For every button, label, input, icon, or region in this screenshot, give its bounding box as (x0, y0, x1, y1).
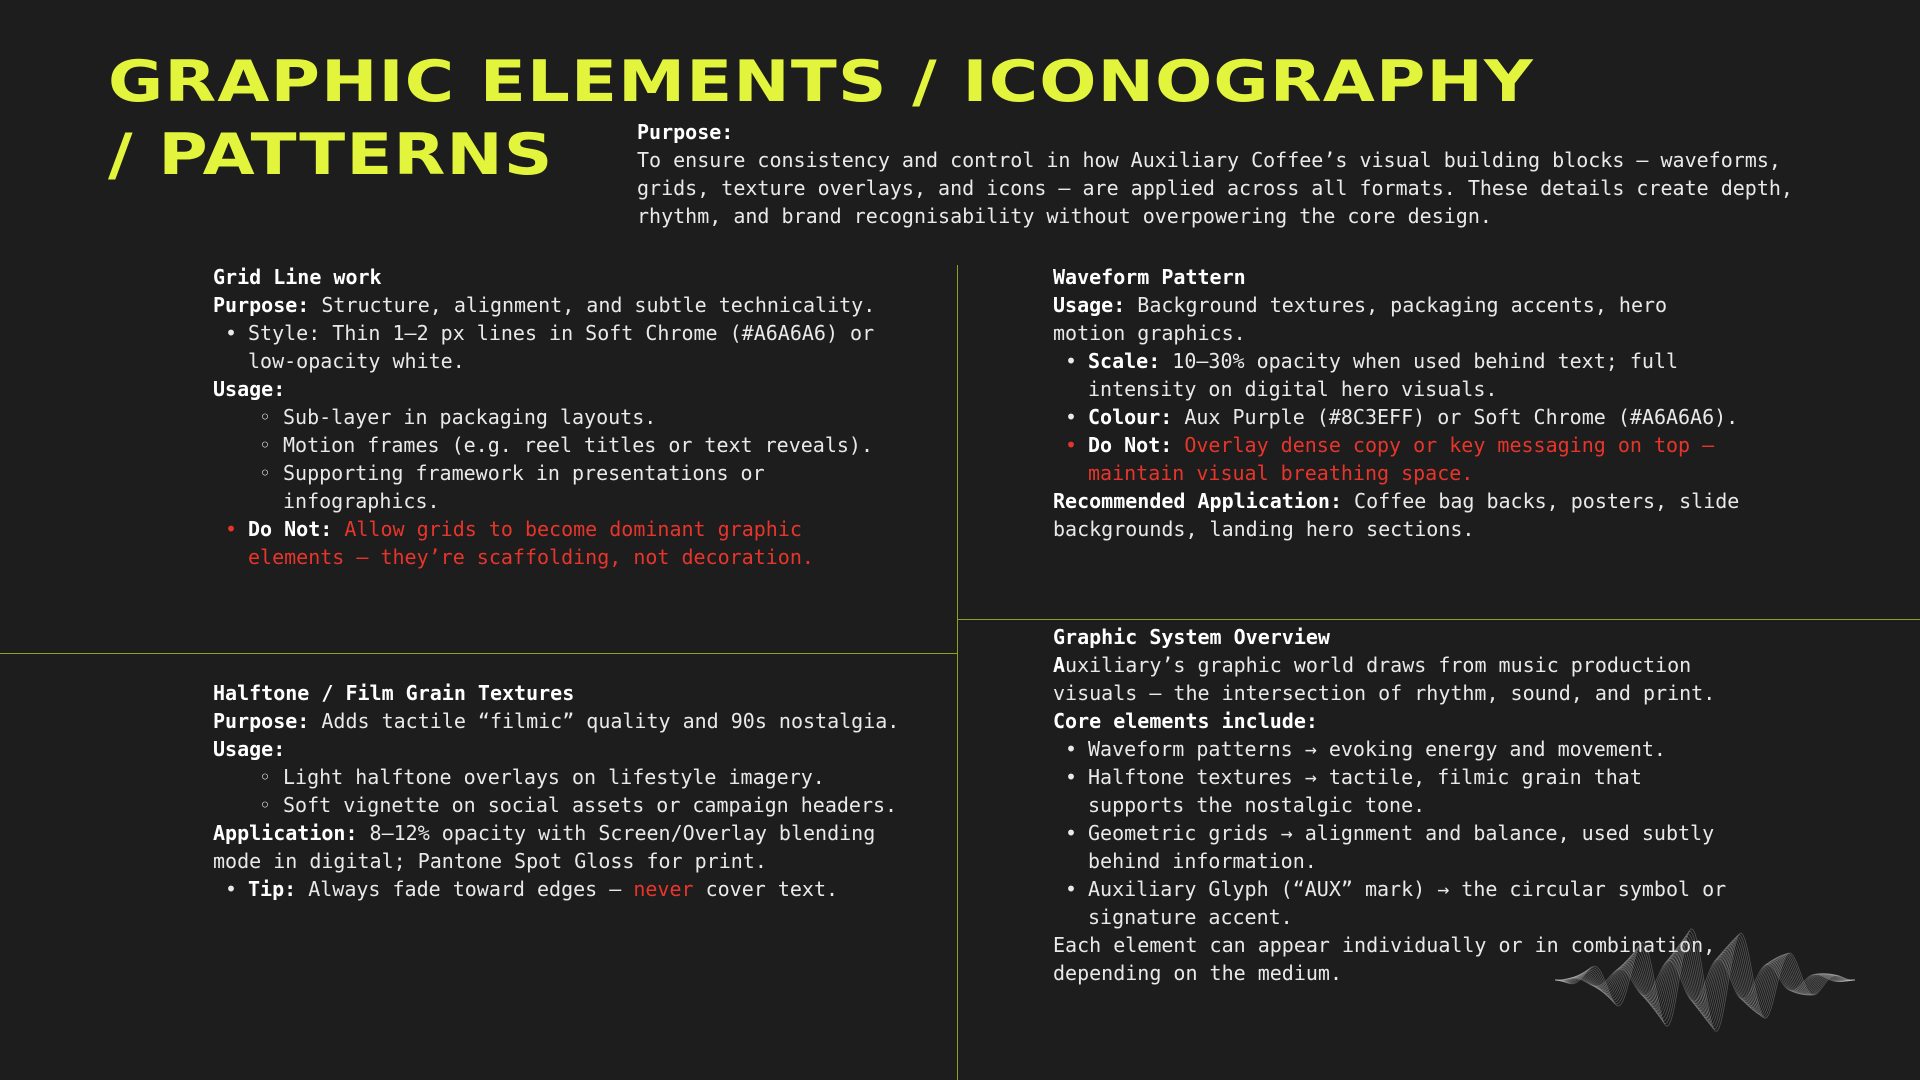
overview-heading: Graphic System Overview (1053, 625, 1330, 649)
halftone-tip-never: never (633, 877, 694, 901)
vertical-divider (957, 265, 958, 1080)
waveform-scale-item (1053, 347, 1743, 403)
purpose-intro-label: Purpose: (637, 120, 734, 144)
waveform-donot-item (1053, 431, 1743, 487)
halftone-application (213, 819, 903, 875)
halftone-heading: Halftone / Film Grain Textures (213, 681, 575, 705)
halftone-usage-list (213, 763, 903, 819)
waveform-rec-text: Coffee bag backs, posters, slide backgrounds, landing hero sections. (1053, 489, 1740, 541)
halftone-usage-label: Usage: (213, 737, 286, 761)
list-item: ◦ Motion frames (e.g. reel titles or text reveals). (213, 431, 893, 459)
list-item: ◦ Sub-layer in packaging layouts. (213, 403, 893, 431)
waveform-colour-text: Aux Purple (#8C3EFF) or Soft Chrome (#A6A6A6). (1172, 405, 1739, 429)
waveform-list (1053, 347, 1743, 487)
grid-donot-text: Allow grids to become dominant graphic elements — they’re scaffolding, not decoration. (248, 517, 814, 569)
list-item: ◦ Light halftone overlays on lifestyle imagery. (213, 763, 903, 791)
waveform-donot-label: Do Not: (1088, 433, 1173, 457)
list-item: • Geometric grids → alignment and balance, used subtly behind information. (1053, 819, 1743, 875)
grid-purpose-label: Purpose: (213, 293, 310, 317)
waveform-scale-label: Scale: (1088, 349, 1161, 373)
waveform-usage-label: Usage: (1053, 293, 1126, 317)
halftone-tip-item (213, 875, 903, 903)
halftone-section (213, 679, 903, 903)
list-item: • Waveform patterns → evoking energy and movement. (1053, 735, 1743, 763)
grid-style-item: • Style: Thin 1–2 px lines in Soft Chrome (#A6A6A6) or low-opacity white. (213, 319, 893, 375)
grid-purpose-text: Structure, alignment, and subtle technicality. (309, 293, 876, 317)
halftone-application-text: 8–12% opacity with Screen/Overlay blending mode in digital; Pantone Spot Gloss for print. (213, 821, 876, 873)
list-item: • Auxiliary Glyph (“AUX” mark) → the circular symbol or signature accent. (1053, 875, 1743, 931)
halftone-tip-pre: Always fade toward edges — (296, 877, 634, 901)
waveform-scale-text: 10–30% opacity when used behind text; full intensity on digital hero visuals. (1088, 349, 1679, 401)
grid-donot-list (213, 515, 893, 571)
overview-core-list (1053, 735, 1743, 931)
overview-intro-rest: uxiliary’s graphic world draws from music production visuals — the intersection of rhythm, sound, and print. (1053, 653, 1716, 705)
purpose-intro (637, 118, 1837, 230)
waveform-recommended (1053, 487, 1743, 543)
list-item: ◦ Soft vignette on social assets or campaign headers. (213, 791, 903, 819)
page-title-line-1: GRAPHIC ELEMENTS / ICONOGRAPHY (108, 49, 1534, 115)
halftone-purpose-label: Purpose: (213, 709, 310, 733)
horizontal-divider-right (957, 619, 1920, 620)
grid-usage-label: Usage: (213, 377, 286, 401)
halftone-application-label: Application: (213, 821, 358, 845)
waveform-section (1053, 263, 1743, 543)
waveform-colour-label: Colour: (1088, 405, 1173, 429)
list-item: • Halftone textures → tactile, filmic grain that supports the nostalgic tone. (1053, 763, 1743, 819)
purpose-intro-text: To ensure consistency and control in how Auxiliary Coffee’s visual building blocks — waveforms, grids, texture overlays, and icons — are applied across all formats. These details create depth, rhythm, and brand recognisability without overpowering the core design. (637, 148, 1793, 228)
overview-intro-first: A (1053, 653, 1066, 677)
horizontal-divider-left (0, 653, 957, 654)
overview-core-label: Core elements include: (1053, 709, 1318, 733)
waveform-usage (1053, 291, 1743, 347)
overview-intro (1053, 651, 1743, 707)
list-item: ◦ Supporting framework in presentations or infographics. (213, 459, 893, 515)
halftone-tip-list (213, 875, 903, 903)
waveform-heading: Waveform Pattern (1053, 265, 1246, 289)
halftone-purpose-text: Adds tactile “filmic” quality and 90s nostalgia. (309, 709, 900, 733)
grid-purpose (213, 291, 893, 319)
waveform-donot-text: Overlay dense copy or key messaging on top — maintain visual breathing space. (1088, 433, 1715, 485)
grid-donot-item (213, 515, 893, 571)
halftone-purpose (213, 707, 903, 735)
halftone-tip-label: Tip: (248, 877, 297, 901)
halftone-tip-post: cover text. (693, 877, 839, 901)
grid-linework-section (213, 263, 893, 571)
grid-donot-label: Do Not: (248, 517, 333, 541)
overview-closing: Each element can appear individually or in combination, depending on the medium. (1053, 933, 1716, 985)
waveform-rec-label: Recommended Application: (1053, 489, 1342, 513)
waveform-graphic (1555, 920, 1855, 1040)
grid-usage-list (213, 403, 893, 515)
waveform-usage-text: Background textures, packaging accents, hero motion graphics. (1053, 293, 1668, 345)
page-title-line-2: / PATTERNS (108, 122, 554, 188)
waveform-colour-item (1053, 403, 1743, 431)
grid-linework-heading: Grid Line work (213, 265, 382, 289)
grid-style-list (213, 319, 893, 375)
